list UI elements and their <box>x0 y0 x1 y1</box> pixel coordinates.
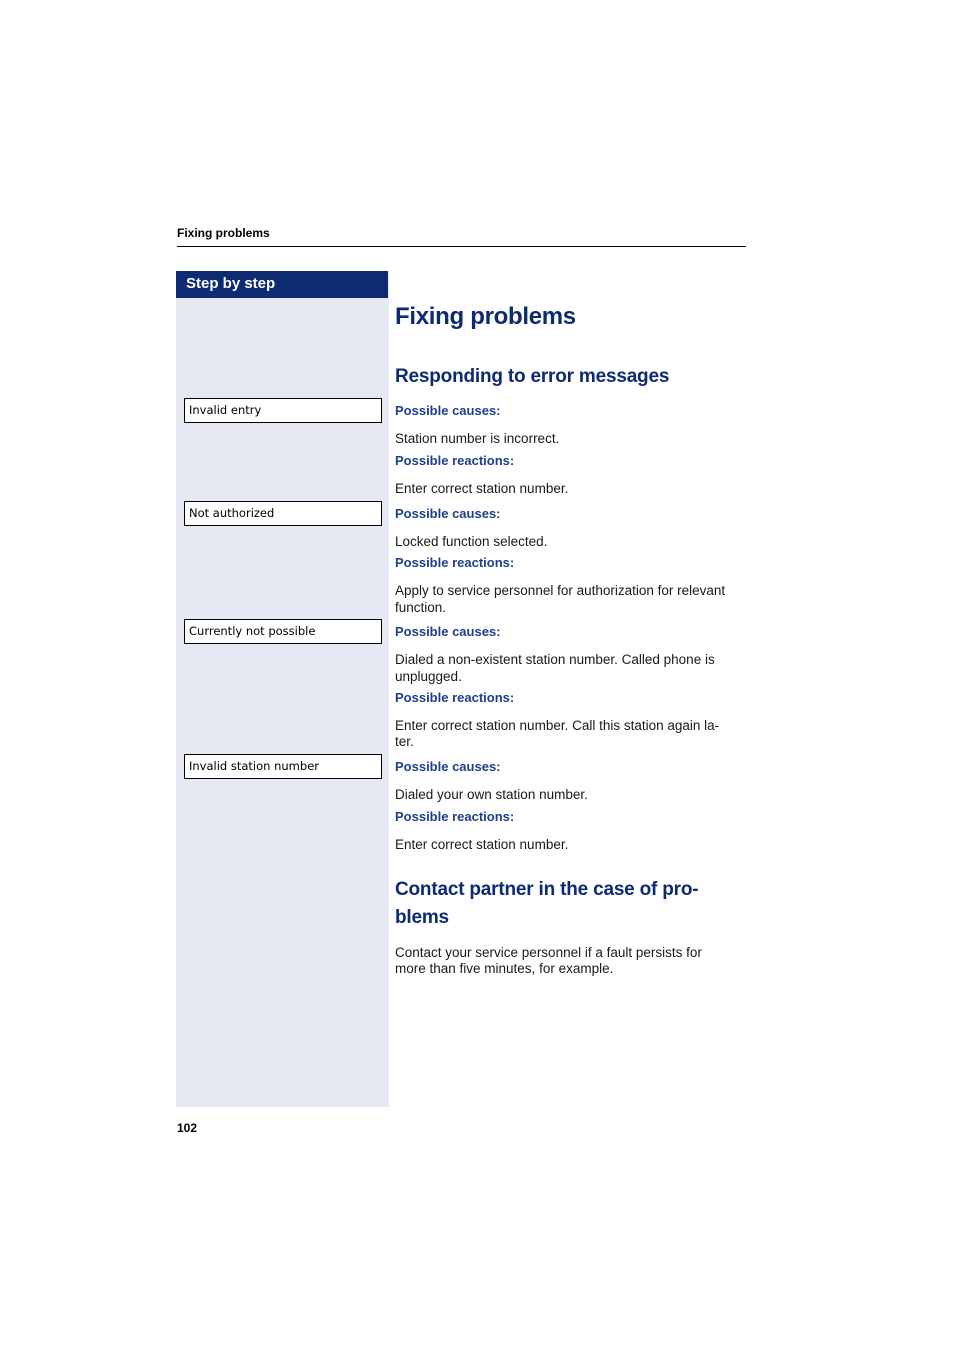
causes-text-line1: Dialed a non-existent station number. Called phone is <box>395 652 715 667</box>
causes-label: Possible causes: <box>395 506 501 521</box>
causes-text: Dialed your own station number. <box>395 787 588 802</box>
causes-text-line2: unplugged. <box>395 669 462 684</box>
display-invalid-station-number: Invalid station number <box>184 754 382 779</box>
running-head: Fixing problems <box>177 226 270 240</box>
contact-text-line2: more than five minutes, for example. <box>395 961 614 976</box>
display-invalid-entry: Invalid entry <box>184 398 382 423</box>
display-currently-not-possible: Currently not possible <box>184 619 382 644</box>
reactions-text: Enter correct station number. <box>395 837 569 852</box>
reactions-text-line1: Enter correct station number. Call this station again la- <box>395 718 720 733</box>
display-not-authorized: Not authorized <box>184 501 382 526</box>
causes-label: Possible causes: <box>395 759 501 774</box>
reactions-label: Possible reactions: <box>395 453 515 468</box>
causes-label: Possible causes: <box>395 624 501 639</box>
reactions-label: Possible reactions: <box>395 555 515 570</box>
causes-label: Possible causes: <box>395 403 501 418</box>
reactions-label: Possible reactions: <box>395 690 515 705</box>
reactions-text-line2: ter. <box>395 734 414 749</box>
sidebar-header: Step by step <box>176 271 388 298</box>
reactions-label: Possible reactions: <box>395 809 515 824</box>
section-heading-contact-partner-line2: blems <box>395 907 449 928</box>
reactions-text: Enter correct station number. <box>395 481 569 496</box>
causes-text: Locked function selected. <box>395 534 548 549</box>
step-by-step-sidebar <box>176 271 389 1107</box>
page-title: Fixing problems <box>395 303 576 330</box>
causes-text: Station number is incorrect. <box>395 431 560 446</box>
section-heading-error-messages: Responding to error messages <box>395 366 670 387</box>
page-number: 102 <box>177 1121 198 1135</box>
reactions-text-line1: Apply to service personnel for authorization for relevant <box>395 583 726 598</box>
reactions-text-line2: function. <box>395 600 447 615</box>
section-heading-contact-partner-line1: Contact partner in the case of pro- <box>395 879 699 900</box>
header-rule <box>177 246 746 247</box>
contact-text-line1: Contact your service personnel if a fault persists for <box>395 945 702 960</box>
